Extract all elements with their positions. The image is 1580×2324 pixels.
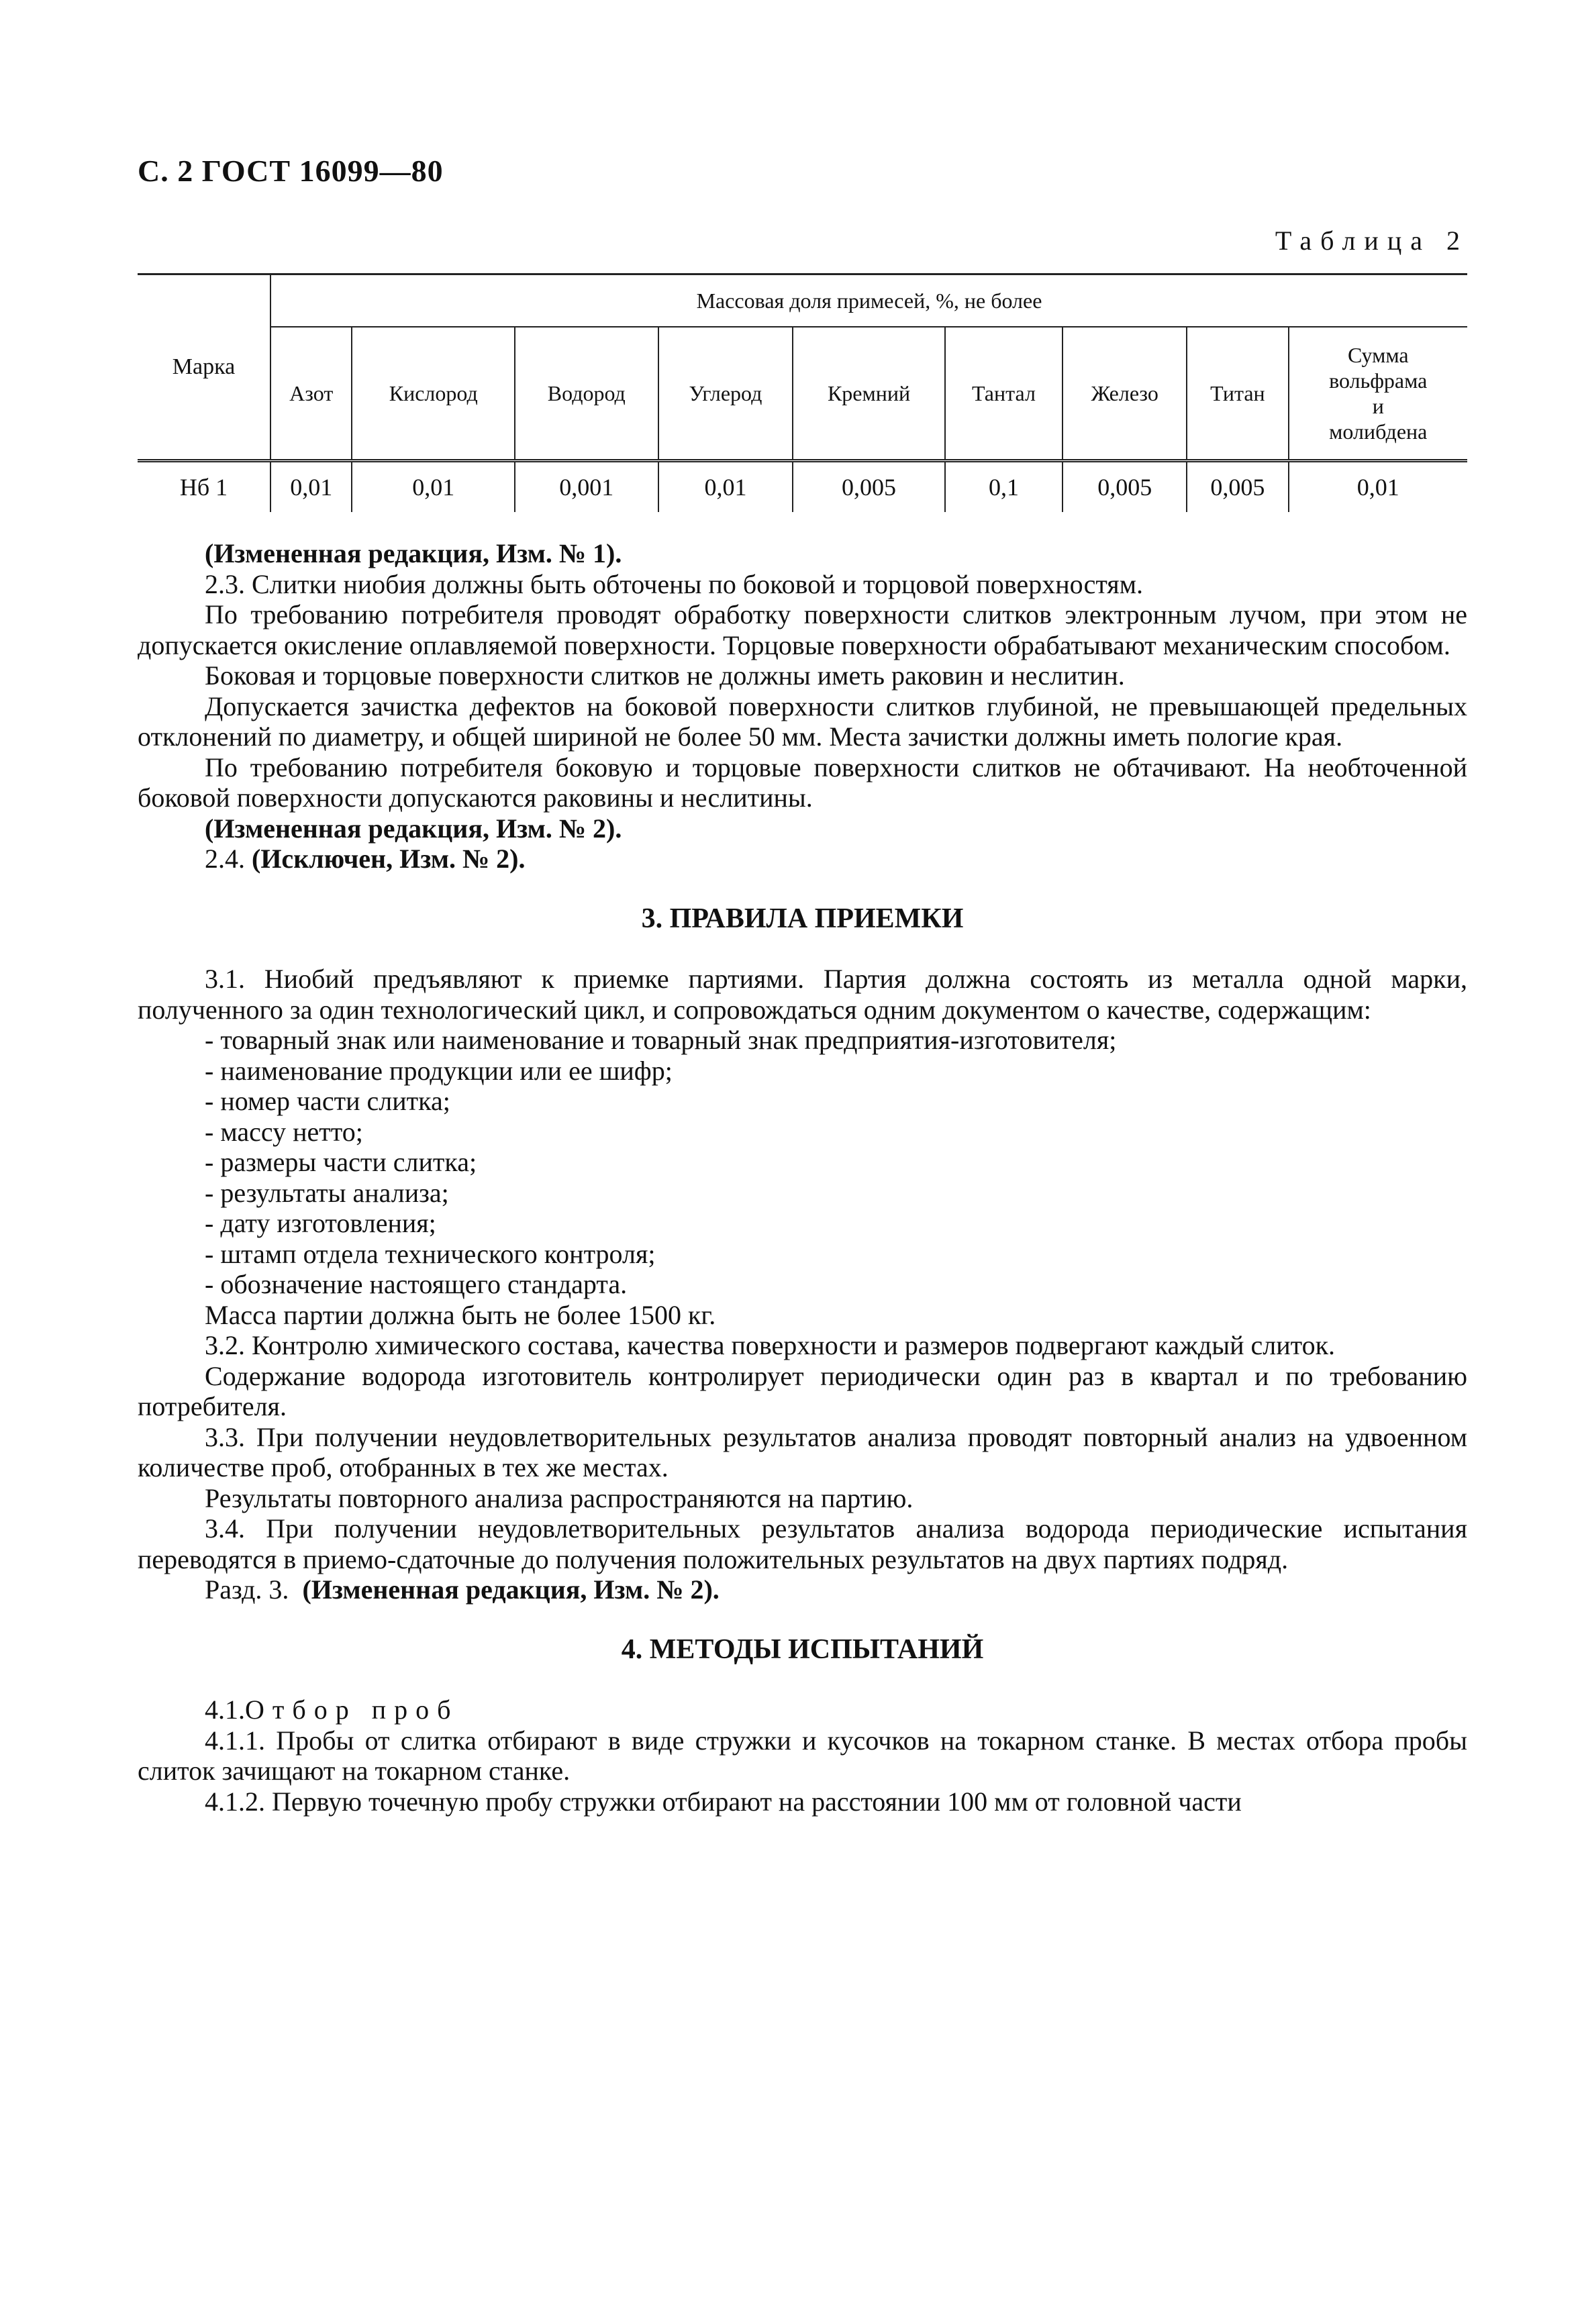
col-header: Кислород: [352, 327, 515, 461]
table-cell: 0,005: [793, 461, 945, 513]
list-item: - штамп отдела технического контроля;: [205, 1238, 656, 1269]
clause-number: Разд. 3.: [205, 1574, 289, 1605]
table-row: [138, 461, 1467, 513]
col-header-marka: Марка: [138, 274, 270, 461]
cell-marka: Нб 1: [138, 461, 270, 513]
impurities-table: [138, 273, 1467, 512]
amendment-note: (Измененная редакция, Изм. № 1).: [205, 538, 622, 568]
sum-line: Сумма: [1347, 343, 1409, 367]
amendment-note: (Исключен, Изм. № 2).: [252, 844, 526, 874]
paragraph: 4.1.1. Пробы от слитка отбирают в виде стружки и кусочков на токарном станке. В местах отбора пробы слиток зачищают на токарном станке.: [138, 1725, 1467, 1786]
list-item: - товарный знак или наименование и товарный знак предприятия-изготовителя;: [205, 1025, 1117, 1055]
table-caption: Таблица 2: [1275, 225, 1469, 256]
table-cell: 0,01: [270, 461, 352, 513]
list-item: - массу нетто;: [205, 1116, 363, 1147]
table-cell: 0,005: [1063, 461, 1187, 513]
amendment-note: (Измененная редакция, Изм. № 2).: [205, 813, 622, 844]
paragraph: 2.3. Слитки ниобия должны быть обточены по боковой и торцовой поверхностям.: [205, 568, 1144, 599]
table-cell: 0,01: [1289, 461, 1467, 513]
list-item: - номер части слитка;: [205, 1086, 450, 1116]
table-cell: 0,1: [945, 461, 1063, 513]
group-header: Массовая доля примесей, %, не более: [270, 274, 1467, 327]
clause-number: 2.4.: [205, 844, 245, 874]
col-header: Железо: [1063, 327, 1187, 461]
list-item: - наименование продукции или ее шифр;: [205, 1055, 673, 1086]
paragraph: Допускается зачистка дефектов на боковой поверхности слитков глубиной, не превышающей предельных отклонений по диаметру, и общей шириной не более 50 мм. Места зачистки должны иметь пологие края.: [138, 691, 1467, 752]
amendment-note: (Измененная редакция, Изм. № 2).: [302, 1574, 720, 1605]
list-item: - обозначение настоящего стандарта.: [205, 1269, 628, 1299]
section-heading: 3. ПРАВИЛА ПРИЕМКИ: [641, 903, 964, 934]
paragraph: 4.1.2. Первую точечную пробу стружки отбирают на расстоянии 100 мм от головной части: [205, 1786, 1242, 1817]
col-header: Титан: [1187, 327, 1288, 461]
sum-line: молибдена: [1329, 419, 1428, 444]
page-header: С. 2 ГОСТ 16099—80: [138, 154, 444, 188]
col-header: Кремний: [793, 327, 945, 461]
table-cell: 0,001: [515, 461, 658, 513]
subsection-title: Отбор проб: [245, 1695, 459, 1725]
col-header: Углерод: [658, 327, 793, 461]
paragraph: 3.1. Ниобий предъявляют к приемке партиями. Партия должна состоять из металла одной марки, полученного за один технологический цикл, и сопровождаться одним документом о качестве, содержащим:: [138, 964, 1467, 1025]
paragraph: 3.2. Контролю химического состава, качества поверхности и размеров подвергают каждый слиток.: [205, 1330, 1336, 1360]
paragraph: [138, 1695, 1467, 1725]
sum-line: вольфрама: [1329, 368, 1428, 393]
paragraph: Масса партии должна быть не более 1500 кг.: [205, 1299, 716, 1330]
table-cell: 0,01: [352, 461, 515, 513]
paragraph: [138, 1574, 1467, 1605]
section-heading: 4. МЕТОДЫ ИСПЫТАНИЙ: [621, 1633, 984, 1665]
clause-number: 4.1.: [205, 1695, 245, 1725]
paragraph: Результаты повторного анализа распространяются на партию.: [205, 1482, 914, 1513]
paragraph: [138, 844, 1467, 874]
col-header-sum: [1289, 327, 1467, 461]
paragraph: По требованию потребителя боковую и торцовые поверхности слитков не обтачивают. На необточенной боковой поверхности допускаются раковины и неслитины.: [138, 752, 1467, 813]
sum-line: и: [1372, 394, 1384, 418]
col-header: Водород: [515, 327, 658, 461]
list-item: - результаты анализа;: [205, 1177, 449, 1208]
list-item: - дату изготовления;: [205, 1208, 436, 1238]
requirements-list: [138, 1025, 1467, 1300]
col-header: Тантал: [945, 327, 1063, 461]
list-item: - размеры части слитка;: [205, 1147, 477, 1177]
paragraph: 3.3. При получении неудовлетворительных результатов анализа проводят повторный анализ на удвоенном количестве проб, отобранных в тех же местах.: [138, 1421, 1467, 1482]
paragraph: По требованию потребителя проводят обработку поверхности слитков электронным лучом, при этом не допускается окисление оплавляемой поверхности. Торцовые поверхности обрабатывают механическим способом.: [138, 599, 1467, 660]
paragraph: 3.4. При получении неудовлетворительных результатов анализа водорода периодические испытания переводятся в приемо-сдаточные до получения положительных результатов на двух партиях подряд.: [138, 1513, 1467, 1574]
table-cell: 0,005: [1187, 461, 1288, 513]
col-header: Азот: [270, 327, 352, 461]
table-cell: 0,01: [658, 461, 793, 513]
paragraph: Боковая и торцовые поверхности слитков не должны иметь раковин и неслитин.: [205, 660, 1125, 691]
document-body: [138, 538, 1467, 1817]
paragraph: Содержание водорода изготовитель контролирует периодически один раз в квартал и по требованию потребителя.: [138, 1360, 1467, 1421]
